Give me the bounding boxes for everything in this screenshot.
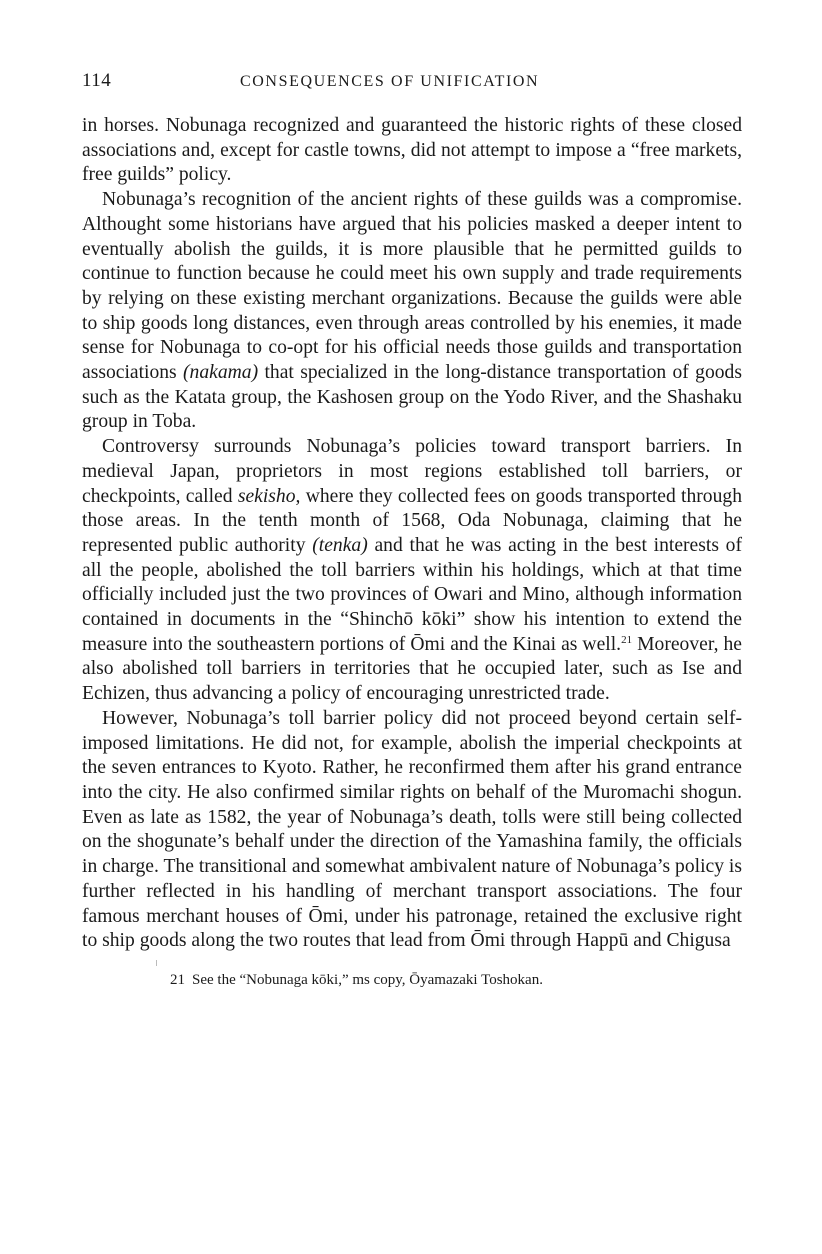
book-page xyxy=(82,70,742,990)
paragraph-3-part-a: Controversy surrounds Nobunaga’s policies toward transport barriers. In medieval Japan, proprietors in most regions established toll barriers, or checkpoints, called xyxy=(82,436,742,507)
paragraph-4 xyxy=(82,707,742,954)
paragraph-1 xyxy=(82,114,742,188)
paragraph-2-text: Nobunaga’s recognition of the ancient rights of these guilds was a compromise. Althought some historians have argued that his policies masked a deeper intent to eventually abolish the guilds, it is more plausible that he permitted guilds to continue to function because he could meet his own supply and trade requirements by relying on these existing merchant organizations. Because the guilds were able to ship goods long distances, even through areas controlled by his enemies, it made sense for Nobunaga to co-opt for his official needs those guilds and transportation associations xyxy=(82,189,742,384)
paragraph-1-text: in horses. Nobunaga recognized and guaranteed the historic rights of these closed associations and, except for castle towns, did not attempt to impose a “free markets, free guilds” policy. xyxy=(82,115,742,186)
footnote-number: 21 xyxy=(170,971,185,988)
running-head xyxy=(82,70,742,100)
footnote-text: See the “Nobunaga kōki,” ms copy, Ōyamazaki Toshokan. xyxy=(192,971,543,988)
term-tenka: (tenka) xyxy=(312,534,368,556)
term-nakama: (nakama) xyxy=(183,362,259,384)
footnote xyxy=(170,970,742,990)
paragraph-3-part-d: Moreover, he also abolished toll barriers in territories that he occupied later, such as Ise and Echizen, thus advancing a policy of encouraging unrestricted trade. xyxy=(82,633,742,705)
term-sekisho: sekisho, xyxy=(237,485,301,507)
page-number: 114 xyxy=(82,70,112,91)
body-text xyxy=(82,114,742,954)
footnote-reference[interactable]: 21 xyxy=(621,633,633,646)
paragraph-3-part-b: where they collected fees on goods transported through those areas. In the tenth month of 1568, Oda Nobunaga, claiming that he represented public authority xyxy=(82,485,742,556)
paragraph-3 xyxy=(82,435,742,707)
paragraph-4-text: However, Nobunaga’s toll barrier policy did not proceed beyond certain self-imposed limitations. He did not, for example, abolish the imperial checkpoints at the seven entrances to Kyoto. Rather, he reconfirmed them after his grand entrance into the city. He also confirmed similar rights on behalf of the Muromachi shogun. Even as late as 1582, the year of Nobunaga’s death, tolls were still being collected on the shogunate’s behalf under the direction of the Yamashina family, the officials in charge. The transitional and somewhat ambivalent nature of Nobunaga’s policy is further reflected in his handling of merchant transport associations. The four famous merchant houses of Ōmi, under his patronage, retained the exclusive right to ship goods along the two routes that lead from Ōmi through Happū and Chigusa xyxy=(82,707,742,952)
paragraph-2-rest: that specialized in the long-distance transportation of goods such as the Katata group, the Kashosen group on the Yodo River, and the Shashaku group in Toba. xyxy=(82,362,742,433)
footnote-divider xyxy=(156,960,157,966)
running-title: CONSEQUENCES OF UNIFICATION xyxy=(240,73,540,90)
paragraph-3-part-c: and that he was acting in the best interests of all the people, abolished the toll barriers within his holdings, which at that time officially included just the two provinces of Owari and Mino, although information contained in documents in the “Shinchō kōki” show his intention to extend the measure into the southeastern portions of Ōmi and the Kinai as well. xyxy=(82,534,743,655)
paragraph-2 xyxy=(82,188,742,435)
